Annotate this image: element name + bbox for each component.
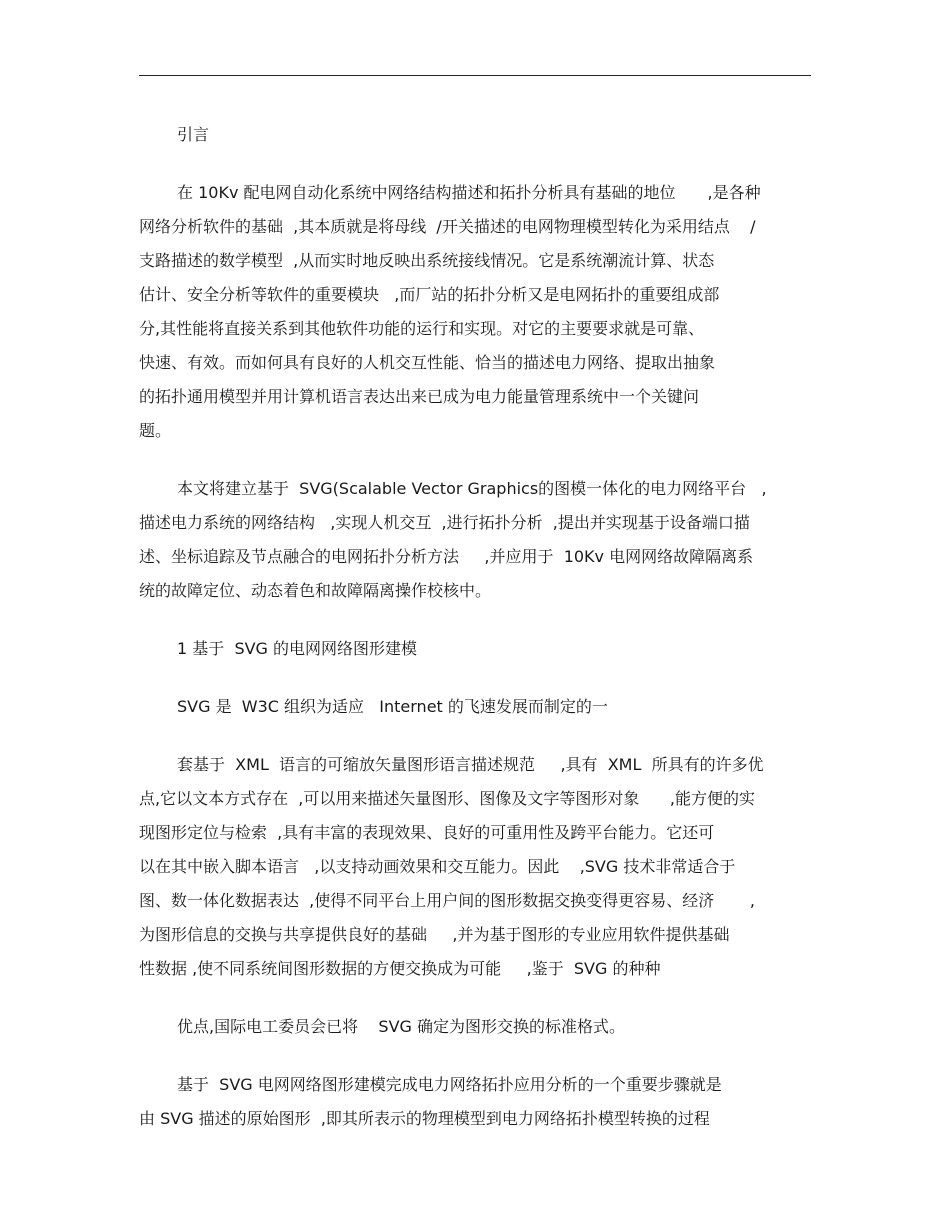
intro-heading: [139, 118, 811, 152]
paragraph-line: 题。: [139, 421, 172, 440]
paragraph-line: 统的故障定位、动态着色和故障隔离操作校核中。: [139, 581, 492, 600]
paragraph-line: 图、数一体化数据表达 ,使得不同平台上用户间的图形数据交换变得更容易、经济 ,: [139, 891, 755, 910]
section-1-heading: [139, 632, 811, 666]
spacer: [139, 666, 811, 690]
spacer: [139, 152, 811, 176]
spacer: [139, 986, 811, 1010]
paragraph-line: SVG 是 W3C 组织为适应 Internet 的飞速发展而制定的一: [177, 697, 608, 716]
paragraph-line: 网络分析软件的基础 ,其本质就是将母线 /开关描述的电网物理模型转化为采用结点 /: [139, 217, 756, 236]
paragraph-line: 的拓扑通用模型并用计算机语言表达出来已成为电力能量管理系统中一个关键问: [139, 387, 700, 406]
paragraph-6: [139, 1068, 811, 1136]
paragraph-line: 性数据 ,使不同系统间图形数据的方便交换成为可能 ,鉴于 SVG 的种种: [139, 959, 661, 978]
paragraph-line: 为图形信息的交换与共享提供良好的基础 ,并为基于图形的专业应用软件提供基础: [139, 925, 730, 944]
spacer: [139, 1044, 811, 1068]
paragraph-line: 本文将建立基于 SVG(Scalable Vector Graphics的图模一体化的电力网络平台 ,: [177, 479, 767, 498]
paragraph-4: [139, 748, 811, 986]
spacer: [139, 724, 811, 748]
section-1-heading-text: 1 基于 SVG 的电网网络图形建模: [177, 639, 418, 658]
spacer: [139, 608, 811, 632]
paragraph-line: 快速、有效。而如何具有良好的人机交互性能、恰当的描述电力网络、提取出抽象: [139, 353, 716, 372]
spacer: [139, 448, 811, 472]
paragraph-line: 估计、安全分析等软件的重要模块 ,而厂站的拓扑分析又是电网拓扑的重要组成部: [139, 285, 720, 304]
paragraph-line: 在 10Kv 配电网自动化系统中网络结构描述和拓扑分析具有基础的地位 ,是各种: [177, 183, 761, 202]
paragraph-5: [139, 1010, 811, 1044]
paragraph-line: 以在其中嵌入脚本语言 ,以支持动画效果和交互能力。因此 ,SVG 技术非常适合于: [139, 857, 736, 876]
paragraph-2: [139, 472, 811, 608]
document-body: [139, 118, 811, 1136]
paragraph-line: 描述电力系统的网络结构 ,实现人机交互 ,进行拓扑分析 ,提出并实现基于设备端口描: [139, 513, 750, 532]
paragraph-line: 点,它以文本方式存在 ,可以用来描述矢量图形、图像及文字等图形对象 ,能方便的实: [139, 789, 755, 808]
paragraph-line: 优点,国际电工委员会已将 SVG 确定为图形交换的标准格式。: [177, 1017, 626, 1036]
intro-heading-text: 引言: [177, 125, 210, 144]
header-rule: [139, 75, 811, 76]
paragraph-line: 述、坐标追踪及节点融合的电网拓扑分析方法 ,并应用于 10Kv 电网网络故障隔离系: [139, 547, 754, 566]
paragraph-3: [139, 690, 811, 724]
paragraph-line: 现图形定位与检索 ,具有丰富的表现效果、良好的可重用性及跨平台能力。它还可: [139, 823, 715, 842]
paragraph-line: 由 SVG 描述的原始图形 ,即其所表示的物理模型到电力网络拓扑模型转换的过程: [139, 1109, 710, 1128]
paragraph-line: 基于 SVG 电网网络图形建模完成电力网络拓扑应用分析的一个重要步骤就是: [177, 1075, 722, 1094]
paragraph-line: 支路描述的数学模型 ,从而实时地反映出系统接线情况。它是系统潮流计算、状态: [139, 251, 715, 270]
paragraph-line: 套基于 XML 语言的可缩放矢量图形语言描述规范 ,具有 XML 所具有的许多优: [177, 755, 764, 774]
paragraph-line: 分,其性能将直接关系到其他软件功能的运行和实现。对它的主要要求就是可靠、: [139, 319, 705, 338]
paragraph-1: [139, 176, 811, 448]
